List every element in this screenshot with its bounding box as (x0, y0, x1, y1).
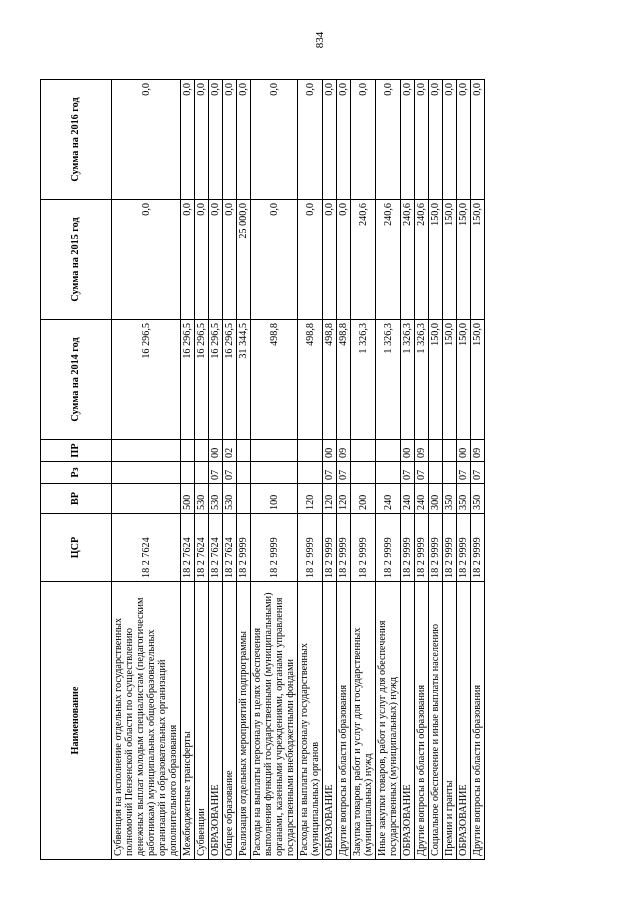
cell-rz (251, 462, 298, 484)
cell-pr (251, 440, 298, 462)
cell-2015: 0,0 (181, 200, 195, 320)
cell-rz (376, 462, 401, 484)
table-row (298, 80, 323, 860)
cell-rz (429, 462, 443, 484)
cell-pr (195, 440, 209, 462)
table-row (195, 80, 209, 860)
cell-2014: 150,0 (429, 320, 443, 440)
cell-2014: 498,8 (251, 320, 298, 440)
cell-2014: 498,8 (323, 320, 337, 440)
cell-2016: 0,0 (401, 80, 415, 200)
cell-pr (351, 440, 376, 462)
cell-2015: 150,0 (429, 200, 443, 320)
cell-rz (112, 462, 181, 484)
cell-2016: 0,0 (376, 80, 401, 200)
cell-rz: 07 (401, 462, 415, 484)
cell-rz (298, 462, 323, 484)
cell-csr: 18 2 9999 (429, 514, 443, 582)
cell-rz (443, 462, 457, 484)
cell-pr (298, 440, 323, 462)
cell-name: ОБРАЗОВАНИЕ (209, 582, 223, 860)
cell-2014: 1 326,3 (401, 320, 415, 440)
table-row (401, 80, 415, 860)
table-row (237, 80, 251, 860)
cell-csr: 18 2 9999 (376, 514, 401, 582)
cell-pr (376, 440, 401, 462)
cell-pr: 09 (471, 440, 485, 462)
cell-csr: 18 2 9999 (457, 514, 471, 582)
cell-csr: 18 2 9999 (443, 514, 457, 582)
cell-2015: 0,0 (112, 200, 181, 320)
cell-2014: 498,8 (298, 320, 323, 440)
cell-csr: 18 2 7624 (209, 514, 223, 582)
cell-2016: 0,0 (323, 80, 337, 200)
table-header-row (41, 80, 112, 860)
table-row (429, 80, 443, 860)
cell-2016: 0,0 (223, 80, 237, 200)
cell-2014: 150,0 (471, 320, 485, 440)
cell-rz (237, 462, 251, 484)
header-pr: ПР (41, 440, 112, 462)
cell-rz (181, 462, 195, 484)
cell-2015: 240,6 (401, 200, 415, 320)
cell-2016: 0,0 (237, 80, 251, 200)
cell-rz (195, 462, 209, 484)
cell-vr: 350 (471, 484, 485, 514)
cell-name: Расходы на выплаты персоналу в целях обеспечения выполнения функций государственными (муниципальными) органами, казенными учреждениями, органами управления государственными внебюджетными фондами (251, 582, 298, 860)
cell-2014: 16 296,5 (181, 320, 195, 440)
cell-name: Субвенции (195, 582, 209, 860)
cell-rz: 07 (471, 462, 485, 484)
cell-name: Закупка товаров, работ и услуг для государственных (муниципальных) нужд (351, 582, 376, 860)
cell-rz: 07 (457, 462, 471, 484)
cell-2016: 0,0 (298, 80, 323, 200)
cell-csr: 18 2 9999 (415, 514, 429, 582)
cell-pr: 00 (457, 440, 471, 462)
cell-2015: 150,0 (443, 200, 457, 320)
cell-pr: 00 (323, 440, 337, 462)
cell-2014: 16 296,5 (195, 320, 209, 440)
cell-2015: 0,0 (209, 200, 223, 320)
cell-2015: 240,6 (376, 200, 401, 320)
cell-name: ОБРАЗОВАНИЕ (457, 582, 471, 860)
header-2015: Сумма на 2015 год (41, 200, 112, 320)
cell-2014: 150,0 (443, 320, 457, 440)
cell-2016: 0,0 (181, 80, 195, 200)
cell-rz: 07 (337, 462, 351, 484)
table-row (112, 80, 181, 860)
header-name: Наименование (41, 582, 112, 860)
cell-pr (112, 440, 181, 462)
table-row (415, 80, 429, 860)
cell-vr: 350 (457, 484, 471, 514)
cell-2014: 1 326,3 (415, 320, 429, 440)
cell-vr: 240 (415, 484, 429, 514)
rotated-table-container (40, 80, 520, 860)
cell-2015: 25 000,0 (237, 200, 251, 320)
table-row (251, 80, 298, 860)
table-row (376, 80, 401, 860)
cell-pr (237, 440, 251, 462)
cell-2016: 0,0 (471, 80, 485, 200)
cell-2015: 0,0 (251, 200, 298, 320)
cell-vr: 350 (443, 484, 457, 514)
cell-name: Расходы на выплаты персоналу государственных (муниципальных) органов (298, 582, 323, 860)
cell-vr: 100 (251, 484, 298, 514)
cell-csr: 18 2 9999 (298, 514, 323, 582)
cell-2015: 240,6 (415, 200, 429, 320)
cell-csr: 18 2 7624 (223, 514, 237, 582)
cell-vr (112, 484, 181, 514)
cell-vr: 240 (376, 484, 401, 514)
table-row (337, 80, 351, 860)
cell-2014: 498,8 (337, 320, 351, 440)
cell-rz: 07 (323, 462, 337, 484)
cell-csr: 18 2 9999 (401, 514, 415, 582)
cell-2015: 0,0 (195, 200, 209, 320)
cell-pr: 09 (337, 440, 351, 462)
cell-pr: 02 (223, 440, 237, 462)
cell-vr: 120 (298, 484, 323, 514)
cell-pr (429, 440, 443, 462)
header-rz: Рз (41, 462, 112, 484)
cell-2014: 16 296,5 (223, 320, 237, 440)
cell-csr: 18 2 9999 (337, 514, 351, 582)
cell-pr (181, 440, 195, 462)
cell-2015: 0,0 (223, 200, 237, 320)
cell-csr: 18 2 7624 (112, 514, 181, 582)
cell-name: ОБРАЗОВАНИЕ (323, 582, 337, 860)
table-row (351, 80, 376, 860)
cell-name: Другие вопросы в области образования (471, 582, 485, 860)
cell-pr: 09 (415, 440, 429, 462)
cell-vr: 240 (401, 484, 415, 514)
cell-2015: 0,0 (298, 200, 323, 320)
cell-rz (351, 462, 376, 484)
cell-2015: 150,0 (457, 200, 471, 320)
cell-csr: 18 2 9999 (351, 514, 376, 582)
cell-2016: 0,0 (443, 80, 457, 200)
cell-2015: 0,0 (323, 200, 337, 320)
cell-vr: 120 (337, 484, 351, 514)
cell-2014: 1 326,3 (351, 320, 376, 440)
cell-name: Иные закупки товаров, работ и услуг для обеспечения государственных (муниципальных) нужд (376, 582, 401, 860)
cell-rz: 07 (209, 462, 223, 484)
cell-csr: 18 2 7624 (195, 514, 209, 582)
cell-2016: 0,0 (429, 80, 443, 200)
cell-2014: 16 296,5 (209, 320, 223, 440)
cell-csr: 18 2 7624 (181, 514, 195, 582)
table-row (223, 80, 237, 860)
table-row (457, 80, 471, 860)
table-row (471, 80, 485, 860)
cell-2015: 0,0 (337, 200, 351, 320)
table-row (323, 80, 337, 860)
cell-2014: 31 344,5 (237, 320, 251, 440)
header-vr: ВР (41, 484, 112, 514)
cell-2015: 150,0 (471, 200, 485, 320)
table-row (181, 80, 195, 860)
cell-pr (443, 440, 457, 462)
budget-table (40, 79, 485, 860)
cell-vr: 200 (351, 484, 376, 514)
cell-vr: 300 (429, 484, 443, 514)
cell-csr: 18 2 9999 (237, 514, 251, 582)
cell-rz: 07 (415, 462, 429, 484)
cell-vr: 500 (181, 484, 195, 514)
cell-name: Межбюджетные трансферты (181, 582, 195, 860)
cell-pr: 00 (209, 440, 223, 462)
cell-name: ОБРАЗОВАНИЕ (401, 582, 415, 860)
page-number: 834 (314, 31, 326, 49)
cell-rz: 07 (223, 462, 237, 484)
cell-name: Премии и гранты (443, 582, 457, 860)
cell-csr: 18 2 9999 (251, 514, 298, 582)
cell-2015: 240,6 (351, 200, 376, 320)
header-csr: ЦСР (41, 514, 112, 582)
cell-vr: 530 (209, 484, 223, 514)
cell-name: Общее образование (223, 582, 237, 860)
cell-vr: 530 (223, 484, 237, 514)
cell-2016: 0,0 (415, 80, 429, 200)
cell-csr: 18 2 9999 (471, 514, 485, 582)
cell-pr: 00 (401, 440, 415, 462)
cell-2016: 0,0 (251, 80, 298, 200)
cell-name: Другие вопросы в области образования (415, 582, 429, 860)
cell-2014: 16 296,5 (112, 320, 181, 440)
cell-2016: 0,0 (209, 80, 223, 200)
cell-2016: 0,0 (351, 80, 376, 200)
header-2014: Сумма на 2014 год (41, 320, 112, 440)
header-2016: Сумма на 2016 год (41, 80, 112, 200)
cell-2016: 0,0 (457, 80, 471, 200)
cell-2014: 150,0 (457, 320, 471, 440)
cell-name: Социальное обеспечение и иные выплаты населению (429, 582, 443, 860)
table-row (209, 80, 223, 860)
cell-2016: 0,0 (195, 80, 209, 200)
cell-vr: 120 (323, 484, 337, 514)
cell-vr (237, 484, 251, 514)
cell-2016: 0,0 (112, 80, 181, 200)
cell-vr: 530 (195, 484, 209, 514)
cell-name: Другие вопросы в области образования (337, 582, 351, 860)
cell-2016: 0,0 (337, 80, 351, 200)
cell-2014: 1 326,3 (376, 320, 401, 440)
cell-csr: 18 2 9999 (323, 514, 337, 582)
cell-name: Реализация отдельных мероприятий подпрограммы (237, 582, 251, 860)
table-row (443, 80, 457, 860)
cell-name: Субвенция на исполнение отдельных государственных полномочий Пензенской области по осуществлению денежных выплат молодым специалистам (педагогическим работникам) муниципальных общеобразовательных организаций и образовательных организаций дополнительного образования (112, 582, 181, 860)
